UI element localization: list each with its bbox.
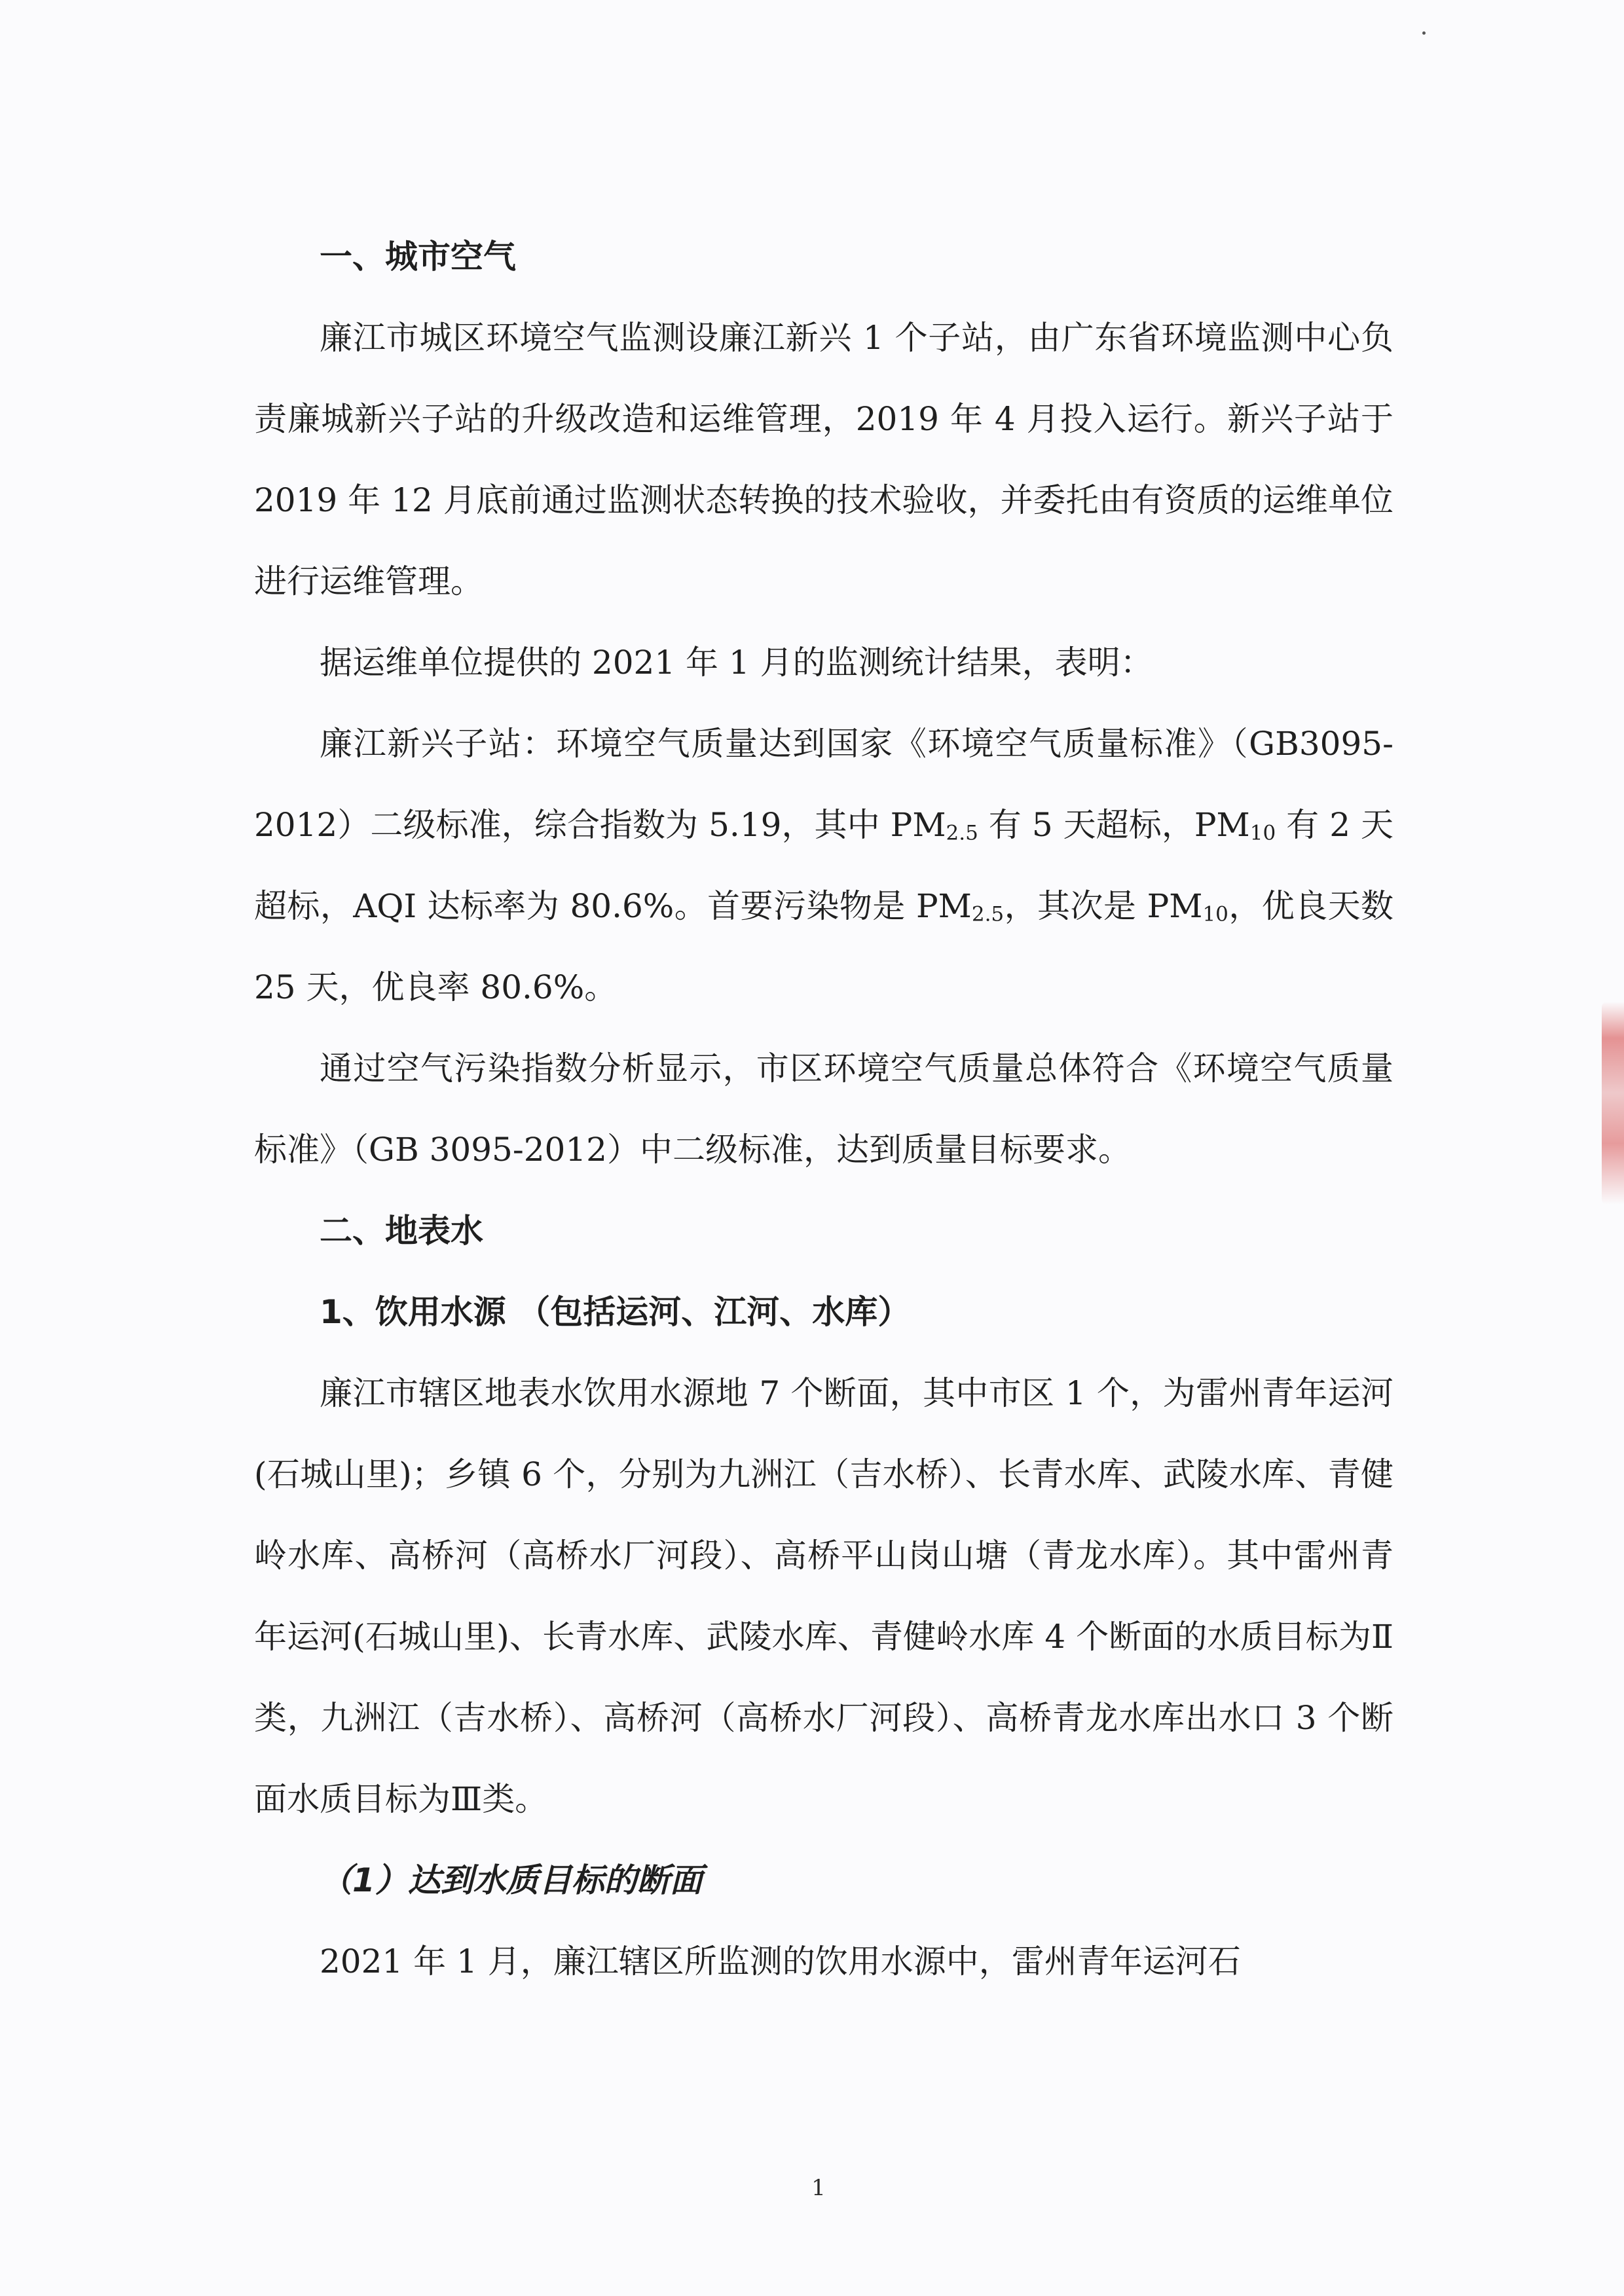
scan-speck <box>1422 31 1426 35</box>
pm10-subscript: 10 <box>1249 821 1276 845</box>
pm25-subscript: 2.5 <box>946 821 978 845</box>
station-result-text-4: ，其次是 PM <box>1004 887 1203 925</box>
paragraph-jan-monitoring: 2021 年 1 月，廉江辖区所监测的饮用水源中，雷州青年运河石 <box>320 1942 1241 1980</box>
station-result-text-1: 廉江新兴子站：环境空气质量达到国家《环境空气质量标准》（GB3095-2012）二级标准，综合指数为 5.19，其中 PM <box>254 725 1393 844</box>
section-heading-air: 一、城市空气 <box>320 238 516 276</box>
section-heading-surface-water: 二、地表水 <box>320 1212 483 1250</box>
document-body <box>254 216 1393 2002</box>
station-result-text-5: ，优良天数 25 天，优良率 80.6%。 <box>254 887 1394 1006</box>
paragraph-air-conclusion: 通过空气污染指数分析显示，市区环境空气质量总体符合《环境空气质量标准》（GB 3095-2012）中二级标准，达到质量目标要求。 <box>254 1049 1393 1169</box>
paragraph-water-sources: 廉江市辖区地表水饮用水源地 7 个断面，其中市区 1 个，为雷州青年运河(石城山里)；乡镇 6 个，分别为九洲江（吉水桥）、长青水库、武陵水库、青健岭水库、高桥河（高桥水厂河段）、高桥平山岗山塘（青龙水库）。其中雷州青年运河(石城山里)、长青水库、武陵水库、青健岭水库 4 个断面的水质目标为Ⅱ类，九洲江（吉水桥）、高桥河（高桥水厂河段）、高桥青龙水库出水口 3 个断面水质目标为Ⅲ类。 <box>254 1374 1393 1818</box>
subheading-drinking-water: 1、饮用水源 （包括运河、江河、水库） <box>320 1293 911 1331</box>
paragraph-data-source: 据运维单位提供的 2021 年 1 月的监测统计结果，表明： <box>320 644 1153 682</box>
paragraph-station-intro: 廉江市城区环境空气监测设廉江新兴 1 个子站，由广东省环境监测中心负责廉城新兴子站的升级改造和运维管理，2019 年 4 月投入运行。新兴子站于 2019 年 12 月底前通过监测状态转换的技术验收，并委托由有资质的运维单位进行运维管理。 <box>254 319 1393 600</box>
station-result-text-3: 有 2 天超标，AQI 达标率为 80.6%。首要污染物是 PM <box>254 806 1393 925</box>
station-result-text-2: 有 5 天超标，PM <box>978 806 1250 844</box>
paragraph-station-result <box>254 703 1393 1028</box>
pm25-subscript: 2.5 <box>971 902 1005 926</box>
page-number: 1 <box>811 2175 826 2201</box>
pm10-subscript: 10 <box>1202 902 1228 926</box>
red-seal-fragment <box>1602 1002 1624 1205</box>
subheading-meeting-targets: （1）达到水质目标的断面 <box>320 1861 703 1899</box>
